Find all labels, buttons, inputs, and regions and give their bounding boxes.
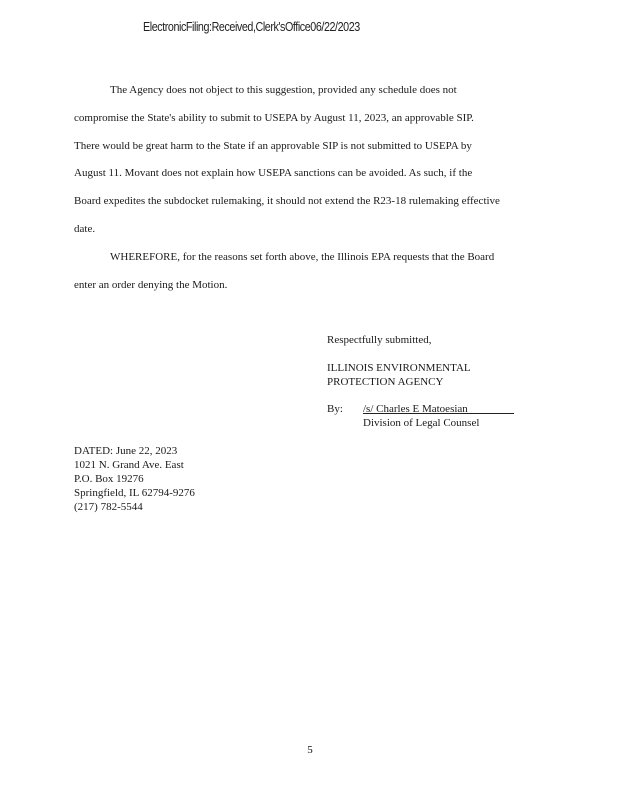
address-po-box: P.O. Box 19276 xyxy=(74,473,144,485)
scan-artifact-dots xyxy=(200,3,610,6)
dated-line: DATED: June 22, 2023 xyxy=(74,445,178,457)
body-line: enter an order denying the Motion. xyxy=(74,279,228,291)
address-street: 1021 N. Grand Ave. East xyxy=(74,459,184,471)
body-line: The Agency does not object to this suggestion, provided any schedule does not xyxy=(110,84,457,96)
signature-underline xyxy=(363,413,514,414)
address-city: Springfield, IL 62794-9276 xyxy=(74,487,195,499)
body-line: date. xyxy=(74,223,96,235)
page-number: 5 xyxy=(307,744,313,756)
signature-by-label: By: xyxy=(327,403,343,415)
body-line: WHEREFORE, for the reasons set forth above, the Illinois EPA requests that the Board xyxy=(110,251,495,263)
body-line: August 11. Movant does not explain how USEPA sanctions can be avoided. As such, if the xyxy=(74,167,473,179)
address-phone: (217) 782-5544 xyxy=(74,501,143,513)
body-line: There would be great harm to the State if an approvable SIP is not submitted to USEPA by xyxy=(74,140,472,152)
signature-org-line1: ILLINOIS ENVIRONMENTAL xyxy=(327,362,471,374)
body-line: compromise the State's ability to submit to USEPA by August 11, 2023, an approvable SIP. xyxy=(74,112,474,124)
signature-signer: /s/ Charles E Matoesian xyxy=(363,403,468,415)
signature-closing: Respectfully submitted, xyxy=(327,334,432,346)
body-line: Board expedites the subdocket rulemaking, it should not extend the R23-18 rulemaking effective xyxy=(74,195,500,207)
signature-division: Division of Legal Counsel xyxy=(363,417,480,429)
signature-org-line2: PROTECTION AGENCY xyxy=(327,376,444,388)
filing-stamp-header: ElectronicFiling:Received,Clerk'sOffice06/22/2023 xyxy=(143,20,360,34)
